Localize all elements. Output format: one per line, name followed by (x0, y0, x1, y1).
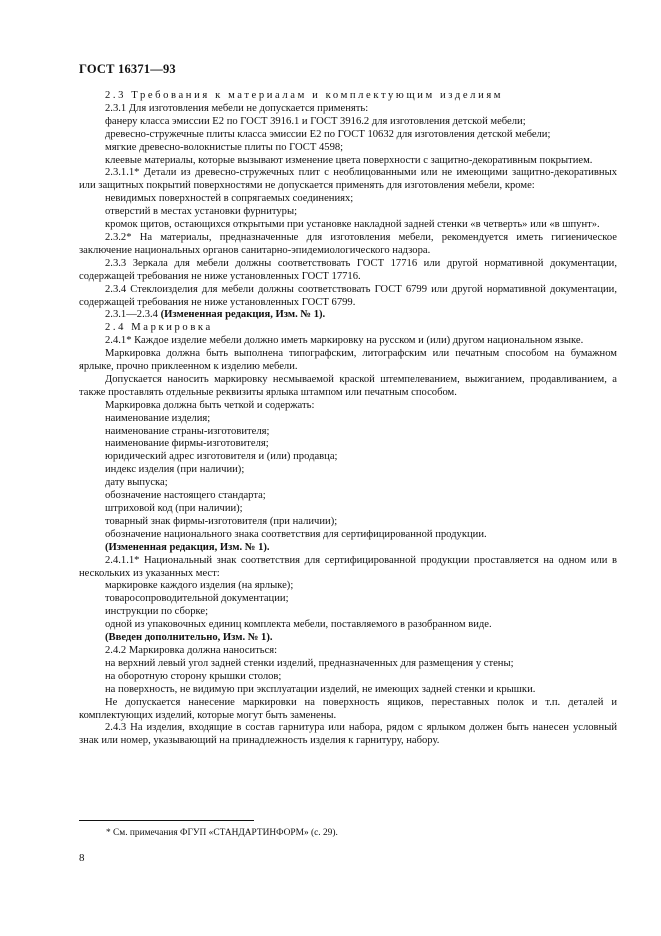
paragraph: индекс изделия (при наличии); (105, 464, 245, 476)
document-body (79, 90, 617, 748)
paragraph: 2.3.3 Зеркала для мебели должны соответствовать ГОСТ 17716 или другой нормативной документации, содержащей требования не ниже установленных ГОСТ 17716. (79, 257, 617, 282)
paragraph: Допускается наносить маркировку несмываемой краской штемпелеванием, выжиганием, продавливанием, а также проставлять отдельные реквизиты ярлыка штампом или печатным способом. (79, 373, 617, 398)
paragraph: мягкие древесно-волокнистые плиты по ГОСТ 4598; (105, 141, 344, 153)
paragraph: наименование изделия; (105, 412, 211, 424)
paragraph: на поверхность, не видимую при эксплуатации изделий, не имеющих задней стенки и крышки. (105, 683, 536, 695)
paragraph: 2.3.4 Стеклоизделия для мебели должны соответствовать ГОСТ 6799 или другой нормативной документации, содержащей требования не ниже установленных ГОСТ 6799. (79, 283, 617, 308)
paragraph: фанеру класса эмиссии Е2 по ГОСТ 3916.1 и ГОСТ 3916.2 для изготовления детской мебели; (105, 115, 526, 127)
paragraph: клеевые материалы, которые вызывают изменение цвета поверхности с защитно-декоративным покрытием. (105, 154, 593, 166)
paragraph: отверстий в местах установки фурнитуры; (105, 206, 298, 218)
paragraph: 2.3.2* На материалы, предназначенные для изготовления мебели, рекомендуется иметь гигиеническое заключение национальных органов санитарно-эпидемиологического надзора. (79, 231, 617, 256)
paragraph: дату выпуска; (105, 477, 168, 489)
paragraph: Не допускается нанесение маркировки на поверхность ящиков, переставных полок и т.п. деталей и комплектующих изделий, которые могут быть заменены. (79, 696, 617, 721)
paragraph: инструкции по сборке; (105, 606, 209, 618)
paragraph: на верхний левый угол задней стенки изделий, предназначенных для размещения у стены; (105, 657, 514, 669)
paragraph: кромок щитов, остающихся открытыми при установке накладной задней стенки «в четверть» или «в шпунт». (105, 219, 600, 231)
paragraph: 2.3.1 Для изготовления мебели не допускается применять: (105, 102, 369, 114)
paragraph: товарный знак фирмы-изготовителя (при наличии); (105, 515, 338, 527)
paragraph: 2.4.1* Каждое изделие мебели должно иметь маркировку на русском и (или) другом национальном языке. (105, 335, 584, 347)
paragraph: наименование фирмы-изготовителя; (105, 438, 269, 450)
paragraph: (Введен дополнительно, Изм. № 1). (105, 632, 273, 644)
paragraph: маркировке каждого изделия (на ярлыке); (105, 580, 294, 592)
paragraph: 2.4.1.1* Национальный знак соответствия для сертифицированной продукции проставляется на одном или в нескольких из указанных мест: (79, 554, 617, 579)
paragraph: (Измененная редакция, Изм. № 1). (105, 541, 270, 553)
footnote-divider (79, 820, 254, 821)
paragraph: юридический адрес изготовителя и (или) продавца; (105, 451, 338, 463)
paragraph: наименование страны-изготовителя; (105, 425, 270, 437)
paragraph: 2.3.1—2.3.4 (Измененная редакция, Изм. № 1). (105, 309, 326, 321)
paragraph: 2.3.1.1* Детали из древесно-стружечных плит с необлицованными или не имеющими защитно-декоративных или защитных покрытий поверхностями не допускается применять для изготовления мебели, кроме: (79, 167, 617, 192)
page-number: 8 (79, 852, 85, 864)
paragraph: Маркировка должна быть четкой и содержать: (105, 399, 315, 411)
paragraph: обозначение национального знака соответствия для сертифицированной продукции. (105, 528, 487, 540)
paragraph: 2.4.3 На изделия, входящие в состав гарнитура или набора, рядом с ярлыком должен быть нанесен условный знак или номер, указывающий на принадлежность изделия к гарнитуру, набору. (79, 722, 617, 747)
paragraph: Маркировка должна быть выполнена типографским, литографским или печатным способом на бумажном ярлыке, прочно приклеенном к изделию мебели. (79, 348, 617, 373)
document-header: ГОСТ 16371—93 (79, 62, 176, 76)
paragraph: товаросопроводительной документации; (105, 593, 289, 605)
paragraph: 2.3 Требования к материалам и комплектующим изделиям (105, 90, 504, 101)
paragraph: 2.4.2 Маркировка должна наноситься: (105, 644, 278, 656)
paragraph: штриховой код (при наличии); (105, 503, 243, 514)
paragraph: одной из упаковочных единиц комплекта мебели, поставляемого в разобранном виде. (105, 619, 492, 631)
paragraph: древесно-стружечные плиты класса эмиссии Е2 по ГОСТ 10632 для изготовления детской мебели; (105, 128, 551, 140)
paragraph: на оборотную сторону крышки столов; (105, 670, 282, 682)
paragraph: 2.4 Маркировка (105, 322, 213, 334)
paragraph: обозначение настоящего стандарта; (105, 490, 266, 502)
footnote: * См. примечания ФГУП «СТАНДАРТИНФОРМ» (с. 29). (106, 828, 338, 838)
paragraph: невидимых поверхностей в сопрягаемых соединениях; (105, 193, 354, 205)
